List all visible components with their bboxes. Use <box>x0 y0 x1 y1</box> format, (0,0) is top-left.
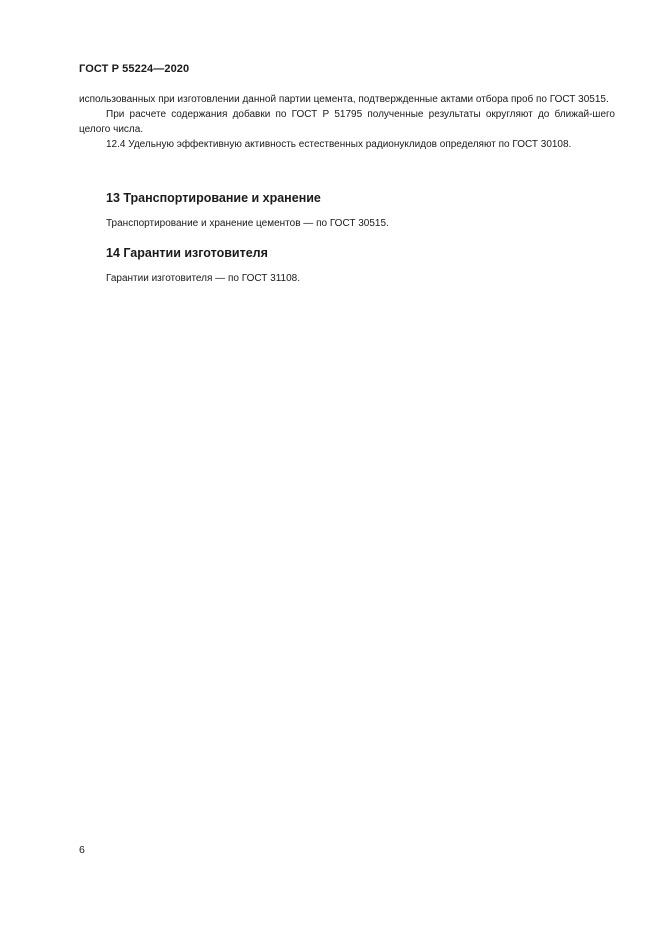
section-13-heading: 13 Транспортирование и хранение <box>106 191 321 205</box>
body-text <box>79 92 615 152</box>
paragraph-additive-content: При расчете содержания добавки по ГОСТ Р 51795 полученные результаты округляют до ближай-шего целого числа. <box>79 109 615 135</box>
section-14-text: Гарантии изготовителя — по ГОСТ 31108. <box>106 273 300 284</box>
section-13-text: Транспортирование и хранение цементов — по ГОСТ 30515. <box>106 218 389 229</box>
section-14-heading: 14 Гарантии изготовителя <box>106 246 268 260</box>
paragraph-cement-batch: использованных при изготовлении данной партии цемента, подтвержденные актами отбора проб по ГОСТ 30515. <box>79 94 609 105</box>
paragraph-radionuclides: 12.4 Удельную эффективную активность естественных радионуклидов определяют по ГОСТ 30108. <box>106 139 572 150</box>
page-number: 6 <box>79 844 85 856</box>
document-header: ГОСТ Р 55224—2020 <box>79 63 190 75</box>
